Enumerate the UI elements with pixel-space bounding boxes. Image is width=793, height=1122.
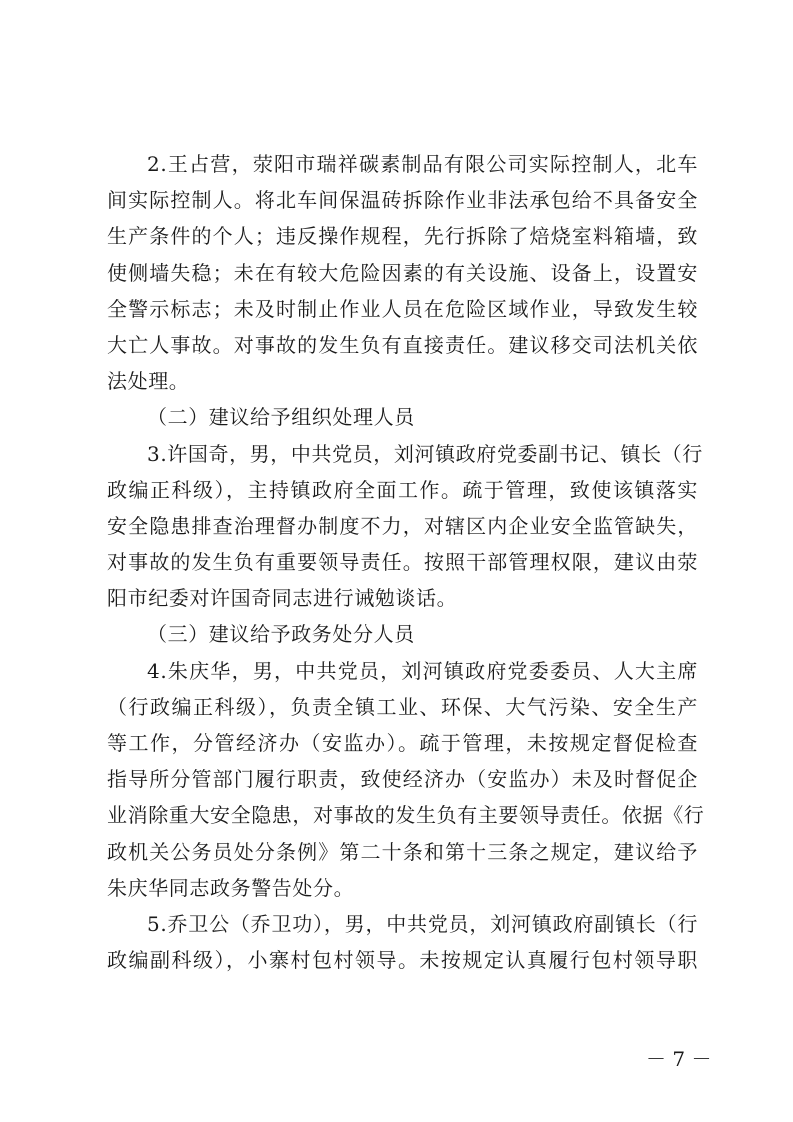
paragraph-3-line-2: 政编正科级），主持镇政府全面工作。疏于管理，致使该镇落实: [107, 477, 698, 502]
paragraph-2-line-1: 2.王占营，荥阳市瑞祥碳素制品有限公司实际控制人，北车: [147, 152, 698, 176]
paragraph-2-line-3: 生产条件的个人；违反操作规程，先行拆除了焙烧室料箱墙，致: [107, 224, 698, 249]
paragraph-4-line-1: 4.朱庆华，男，中共党员，刘河镇政府党委委员、人大主席: [147, 658, 698, 683]
paragraph-4-line-6: 政机关公务员处分条例》第二十条和第十三条之规定，建议给予: [107, 839, 698, 864]
paragraph-4-line-7: 朱庆华同志政务警告处分。: [107, 875, 355, 900]
paragraph-3-line-5: 阳市纪委对许国奇同志进行诫勉谈话。: [107, 586, 458, 611]
paragraph-3-line-4: 对事故的发生负有重要领导责任。按照干部管理权限，建议由荥: [107, 550, 698, 575]
paragraph-4-line-3: 等工作，分管经济办（安监办）。疏于管理，未按规定督促检查: [107, 731, 698, 755]
paragraph-2-line-6: 大亡人事故。对事故的发生负有直接责任。建议移交司法机关依: [107, 332, 698, 357]
paragraph-2-line-7: 法处理。: [107, 369, 190, 394]
paragraph-4-line-4: 指导所分管部门履行职责，致使经济办（安监办）未及时督促企: [107, 767, 698, 792]
paragraph-2-line-2: 间实际控制人。将北车间保温砖拆除作业非法承包给不具备安全: [107, 188, 698, 213]
paragraph-4-line-5: 业消除重大安全隐患，对事故的发生负有主要领导责任。依据《行: [107, 803, 705, 828]
paragraph-5-line-2: 政编副科级），小寨村包村领导。未按规定认真履行包村领导职: [107, 948, 698, 973]
section-heading-2: （二）建议给予组织处理人员: [147, 405, 415, 430]
paragraph-4-line-2: （行政编正科级），负责全镇工业、环保、大气污染、安全生产: [107, 694, 698, 719]
page-number: － 7 －: [646, 1047, 712, 1071]
paragraph-2-line-4: 使侧墙失稳；未在有较大危险因素的有关设施、设备上，设置安: [107, 260, 698, 285]
section-heading-3: （三）建议给予政务处分人员: [147, 622, 415, 647]
document-body: [107, 146, 705, 978]
paragraph-3-line-3: 安全隐患排查治理督办制度不力，对辖区内企业安全监管缺失，: [107, 513, 698, 538]
paragraph-2-line-5: 全警示标志；未及时制止作业人员在危险区域作业，导致发生较: [107, 296, 698, 321]
paragraph-3-line-1: 3.许国奇，男，中共党员，刘河镇政府党委副书记、镇长（行: [147, 441, 703, 466]
paragraph-5-line-1: 5.乔卫公（乔卫功），男，中共党员，刘河镇政府副镇长（行: [147, 911, 698, 936]
